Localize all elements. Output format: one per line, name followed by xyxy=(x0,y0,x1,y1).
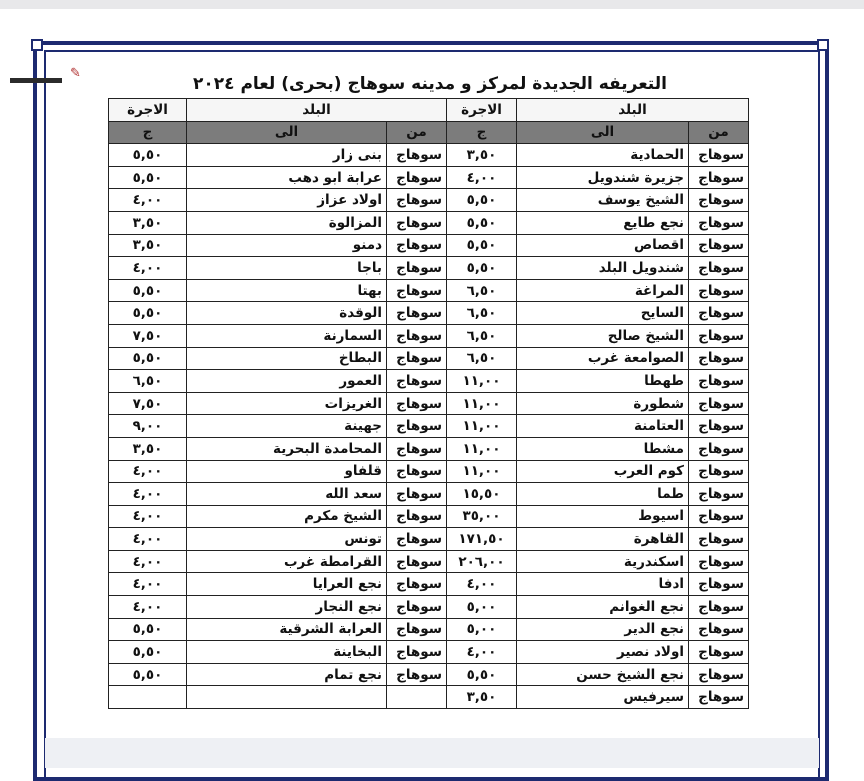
table-row xyxy=(109,550,749,573)
cell-from-left: سوهاج xyxy=(387,663,447,686)
cell-fare-left: ٤,٠٠ xyxy=(109,550,187,573)
cell-to-right: اقصاص xyxy=(517,234,689,257)
cell-to-left: العمور xyxy=(187,370,387,393)
cell-to-right: العتامنة xyxy=(517,415,689,438)
table-row xyxy=(109,144,749,167)
cell-fare-left: ٥,٥٠ xyxy=(109,618,187,641)
cell-from-left: سوهاج xyxy=(387,505,447,528)
header-fare-left: الاجرة xyxy=(109,99,187,122)
table-row xyxy=(109,505,749,528)
cell-to-left: بنى زار xyxy=(187,144,387,167)
cell-to-right: ادفا xyxy=(517,573,689,596)
cell-to-left: البطاخ xyxy=(187,347,387,370)
cell-from-left: سوهاج xyxy=(387,324,447,347)
cell-from-right: سوهاج xyxy=(689,483,749,506)
cell-to-left: جهينة xyxy=(187,415,387,438)
corner-ornament xyxy=(817,39,829,51)
table-row xyxy=(109,618,749,641)
subheader-to-left: الى xyxy=(187,121,387,144)
table-row xyxy=(109,166,749,189)
cell-to-left: المزالوة xyxy=(187,211,387,234)
table-row xyxy=(109,302,749,325)
cell-from-left: سوهاج xyxy=(387,302,447,325)
table-row xyxy=(109,234,749,257)
cell-to-left: نجع تمام xyxy=(187,663,387,686)
cell-to-right: اسكندرية xyxy=(517,550,689,573)
table-row xyxy=(109,257,749,280)
cell-from-right: سوهاج xyxy=(689,663,749,686)
cell-fare-right: ٥,٠٠ xyxy=(447,596,517,619)
cell-from-right: سوهاج xyxy=(689,257,749,280)
cell-to-right: سيرفيس xyxy=(517,686,689,709)
cell-from-right: سوهاج xyxy=(689,686,749,709)
table-row xyxy=(109,686,749,709)
subheader-from-left: من xyxy=(387,121,447,144)
cell-from-right: سوهاج xyxy=(689,596,749,619)
cell-fare-left: ٥,٥٠ xyxy=(109,641,187,664)
subheader-from-right: من xyxy=(689,121,749,144)
document-title: التعريفه الجديدة لمركز و مدينه سوهاج (بحرى) لعام ٢٠٢٤ xyxy=(193,74,667,94)
cell-fare-right: ٣,٥٠ xyxy=(447,144,517,167)
cell-from-right: سوهاج xyxy=(689,324,749,347)
cell-fare-left: ٣,٥٠ xyxy=(109,234,187,257)
cell-to-left: بهتا xyxy=(187,279,387,302)
table-row xyxy=(109,189,749,212)
cell-fare-left: ٥,٥٠ xyxy=(109,166,187,189)
cell-to-right: نجع طايع xyxy=(517,211,689,234)
cell-from-left: سوهاج xyxy=(387,573,447,596)
cell-to-left: نجع النجار xyxy=(187,596,387,619)
cell-to-left: الوقدة xyxy=(187,302,387,325)
cell-from-left: سوهاج xyxy=(387,370,447,393)
cell-from-left: سوهاج xyxy=(387,618,447,641)
cell-fare-right: ٥,٥٠ xyxy=(447,234,517,257)
cell-fare-left: ٤,٠٠ xyxy=(109,460,187,483)
cell-to-left: الشيخ مكرم xyxy=(187,505,387,528)
cell-from-left: سوهاج xyxy=(387,166,447,189)
cell-to-left: دمنو xyxy=(187,234,387,257)
cell-fare-right: ٤,٠٠ xyxy=(447,166,517,189)
cell-to-left: باجا xyxy=(187,257,387,280)
cell-from-left: سوهاج xyxy=(387,257,447,280)
cell-to-right: القاهرة xyxy=(517,528,689,551)
cell-from-left: سوهاج xyxy=(387,234,447,257)
cell-fare-left: ٥,٥٠ xyxy=(109,279,187,302)
cell-fare-right: ١١,٠٠ xyxy=(447,392,517,415)
cell-fare-right: ٦,٥٠ xyxy=(447,347,517,370)
table-row xyxy=(109,324,749,347)
subheader-to-right: الى xyxy=(517,121,689,144)
cell-fare-right: ٥,٥٠ xyxy=(447,257,517,280)
subheader-currency-left: ج xyxy=(109,121,187,144)
cell-fare-right: ١١,٠٠ xyxy=(447,415,517,438)
cell-from-right: سوهاج xyxy=(689,460,749,483)
cell-fare-right: ٦,٥٠ xyxy=(447,302,517,325)
cell-from-left: سوهاج xyxy=(387,144,447,167)
cell-from-right: سوهاج xyxy=(689,641,749,664)
cell-to-right: نجع الدير xyxy=(517,618,689,641)
cell-to-right: السايح xyxy=(517,302,689,325)
table-row xyxy=(109,483,749,506)
cell-fare-left: ٤,٠٠ xyxy=(109,189,187,212)
cell-to-left: البخاينة xyxy=(187,641,387,664)
cell-from-left: سوهاج xyxy=(387,415,447,438)
table-row xyxy=(109,437,749,460)
table-row xyxy=(109,460,749,483)
cell-fare-left: ٤,٠٠ xyxy=(109,483,187,506)
cell-from-right: سوهاج xyxy=(689,392,749,415)
cell-fare-left: ٤,٠٠ xyxy=(109,596,187,619)
cell-to-left: نجع العرايا xyxy=(187,573,387,596)
cell-to-left: السمارنة xyxy=(187,324,387,347)
cell-fare-left: ٤,٠٠ xyxy=(109,573,187,596)
cell-from-right: سوهاج xyxy=(689,550,749,573)
table-row xyxy=(109,415,749,438)
cell-from-right: سوهاج xyxy=(689,189,749,212)
cell-fare-right: ٣,٥٠ xyxy=(447,686,517,709)
cell-from-right: سوهاج xyxy=(689,618,749,641)
cell-from-left: سوهاج xyxy=(387,392,447,415)
cell-fare-right: ٦,٥٠ xyxy=(447,279,517,302)
table-row xyxy=(109,663,749,686)
cell-from-right: سوهاج xyxy=(689,302,749,325)
cell-fare-left: ٩,٠٠ xyxy=(109,415,187,438)
cell-from-left: سوهاج xyxy=(387,641,447,664)
cell-to-left: العرابة الشرقية xyxy=(187,618,387,641)
cell-to-right: شطورة xyxy=(517,392,689,415)
cell-fare-left: ٤,٠٠ xyxy=(109,528,187,551)
cell-to-left xyxy=(187,686,387,709)
cell-from-right: سوهاج xyxy=(689,505,749,528)
table-row xyxy=(109,347,749,370)
cell-from-right: سوهاج xyxy=(689,573,749,596)
cell-to-right: اسيوط xyxy=(517,505,689,528)
cell-fare-left: ٣,٥٠ xyxy=(109,437,187,460)
cell-to-right: جزيرة شندويل xyxy=(517,166,689,189)
cell-to-right: مشطا xyxy=(517,437,689,460)
cell-to-right: الشيخ يوسف xyxy=(517,189,689,212)
cell-to-left: القرامطة غرب xyxy=(187,550,387,573)
cell-fare-left: ٥,٥٠ xyxy=(109,663,187,686)
cell-to-left: سعد الله xyxy=(187,483,387,506)
cell-from-right: سوهاج xyxy=(689,370,749,393)
cell-from-right: سوهاج xyxy=(689,279,749,302)
cell-to-left: الغريزات xyxy=(187,392,387,415)
cell-to-right: الشيخ صالح xyxy=(517,324,689,347)
cell-fare-right: ٤,٠٠ xyxy=(447,573,517,596)
cell-fare-right: ٥,٥٠ xyxy=(447,663,517,686)
cell-from-left: سوهاج xyxy=(387,460,447,483)
cell-to-left: اولاد عزاز xyxy=(187,189,387,212)
cell-fare-left: ٧,٥٠ xyxy=(109,324,187,347)
cell-from-right: سوهاج xyxy=(689,144,749,167)
cell-from-right: سوهاج xyxy=(689,166,749,189)
cell-fare-right: ٣٥,٠٠ xyxy=(447,505,517,528)
black-dash-mark xyxy=(10,78,62,83)
table-row xyxy=(109,211,749,234)
cell-from-right: سوهاج xyxy=(689,415,749,438)
cell-from-left: سوهاج xyxy=(387,528,447,551)
cell-from-left: سوهاج xyxy=(387,437,447,460)
subheader-currency-right: ج xyxy=(447,121,517,144)
cell-to-right: شندويل البلد xyxy=(517,257,689,280)
cell-from-right: سوهاج xyxy=(689,347,749,370)
cell-fare-right: ٦,٥٠ xyxy=(447,324,517,347)
cell-to-right: نجع الغوانم xyxy=(517,596,689,619)
header-place-left: البلد xyxy=(187,99,447,122)
cell-fare-right: ٢٠٦,٠٠ xyxy=(447,550,517,573)
cell-from-left: سوهاج xyxy=(387,550,447,573)
cell-to-right: نجع الشيخ حسن xyxy=(517,663,689,686)
corner-ornament xyxy=(31,39,43,51)
cell-to-right: كوم العرب xyxy=(517,460,689,483)
fare-table xyxy=(108,98,749,709)
cell-fare-right: ١٧١,٥٠ xyxy=(447,528,517,551)
cell-from-left: سوهاج xyxy=(387,211,447,234)
header-place-right: البلد xyxy=(517,99,749,122)
cell-fare-right: ٥,٠٠ xyxy=(447,618,517,641)
top-bar xyxy=(0,0,864,9)
page-bottom-band xyxy=(45,738,819,768)
cell-fare-right: ٤,٠٠ xyxy=(447,641,517,664)
cell-to-left: قلفاو xyxy=(187,460,387,483)
cell-fare-right: ٥,٥٠ xyxy=(447,211,517,234)
table-row xyxy=(109,279,749,302)
table-row xyxy=(109,596,749,619)
cell-fare-left: ٥,٥٠ xyxy=(109,347,187,370)
cell-fare-left: ٥,٥٠ xyxy=(109,144,187,167)
cell-fare-left: ٤,٠٠ xyxy=(109,505,187,528)
cell-fare-right: ١١,٠٠ xyxy=(447,437,517,460)
pen-mark-icon: ✎ xyxy=(70,66,81,81)
cell-from-left: سوهاج xyxy=(387,279,447,302)
cell-fare-left: ٣,٥٠ xyxy=(109,211,187,234)
cell-to-left: المحامدة البحرية xyxy=(187,437,387,460)
cell-fare-right: ١١,٠٠ xyxy=(447,460,517,483)
cell-fare-right: ١٥,٥٠ xyxy=(447,483,517,506)
cell-to-right: الصوامعة غرب xyxy=(517,347,689,370)
cell-to-right: المراغة xyxy=(517,279,689,302)
cell-to-left: تونس xyxy=(187,528,387,551)
cell-from-left xyxy=(387,686,447,709)
cell-to-right: طما xyxy=(517,483,689,506)
cell-fare-left: ٧,٥٠ xyxy=(109,392,187,415)
cell-to-right: اولاد نصير xyxy=(517,641,689,664)
cell-from-left: سوهاج xyxy=(387,483,447,506)
cell-to-right: الحمادية xyxy=(517,144,689,167)
cell-from-left: سوهاج xyxy=(387,189,447,212)
cell-from-right: سوهاج xyxy=(689,234,749,257)
table-row xyxy=(109,370,749,393)
cell-fare-right: ٥,٥٠ xyxy=(447,189,517,212)
table-row xyxy=(109,641,749,664)
cell-fare-left: ٤,٠٠ xyxy=(109,257,187,280)
cell-from-left: سوهاج xyxy=(387,347,447,370)
table-row xyxy=(109,392,749,415)
cell-fare-left xyxy=(109,686,187,709)
table-row xyxy=(109,573,749,596)
cell-from-right: سوهاج xyxy=(689,211,749,234)
cell-to-left: عرابة ابو دهب xyxy=(187,166,387,189)
cell-from-left: سوهاج xyxy=(387,596,447,619)
cell-from-right: سوهاج xyxy=(689,528,749,551)
header-fare-right: الاجرة xyxy=(447,99,517,122)
cell-fare-left: ٦,٥٠ xyxy=(109,370,187,393)
cell-fare-right: ١١,٠٠ xyxy=(447,370,517,393)
cell-fare-left: ٥,٥٠ xyxy=(109,302,187,325)
cell-from-right: سوهاج xyxy=(689,437,749,460)
table-row xyxy=(109,528,749,551)
cell-to-right: طهطا xyxy=(517,370,689,393)
